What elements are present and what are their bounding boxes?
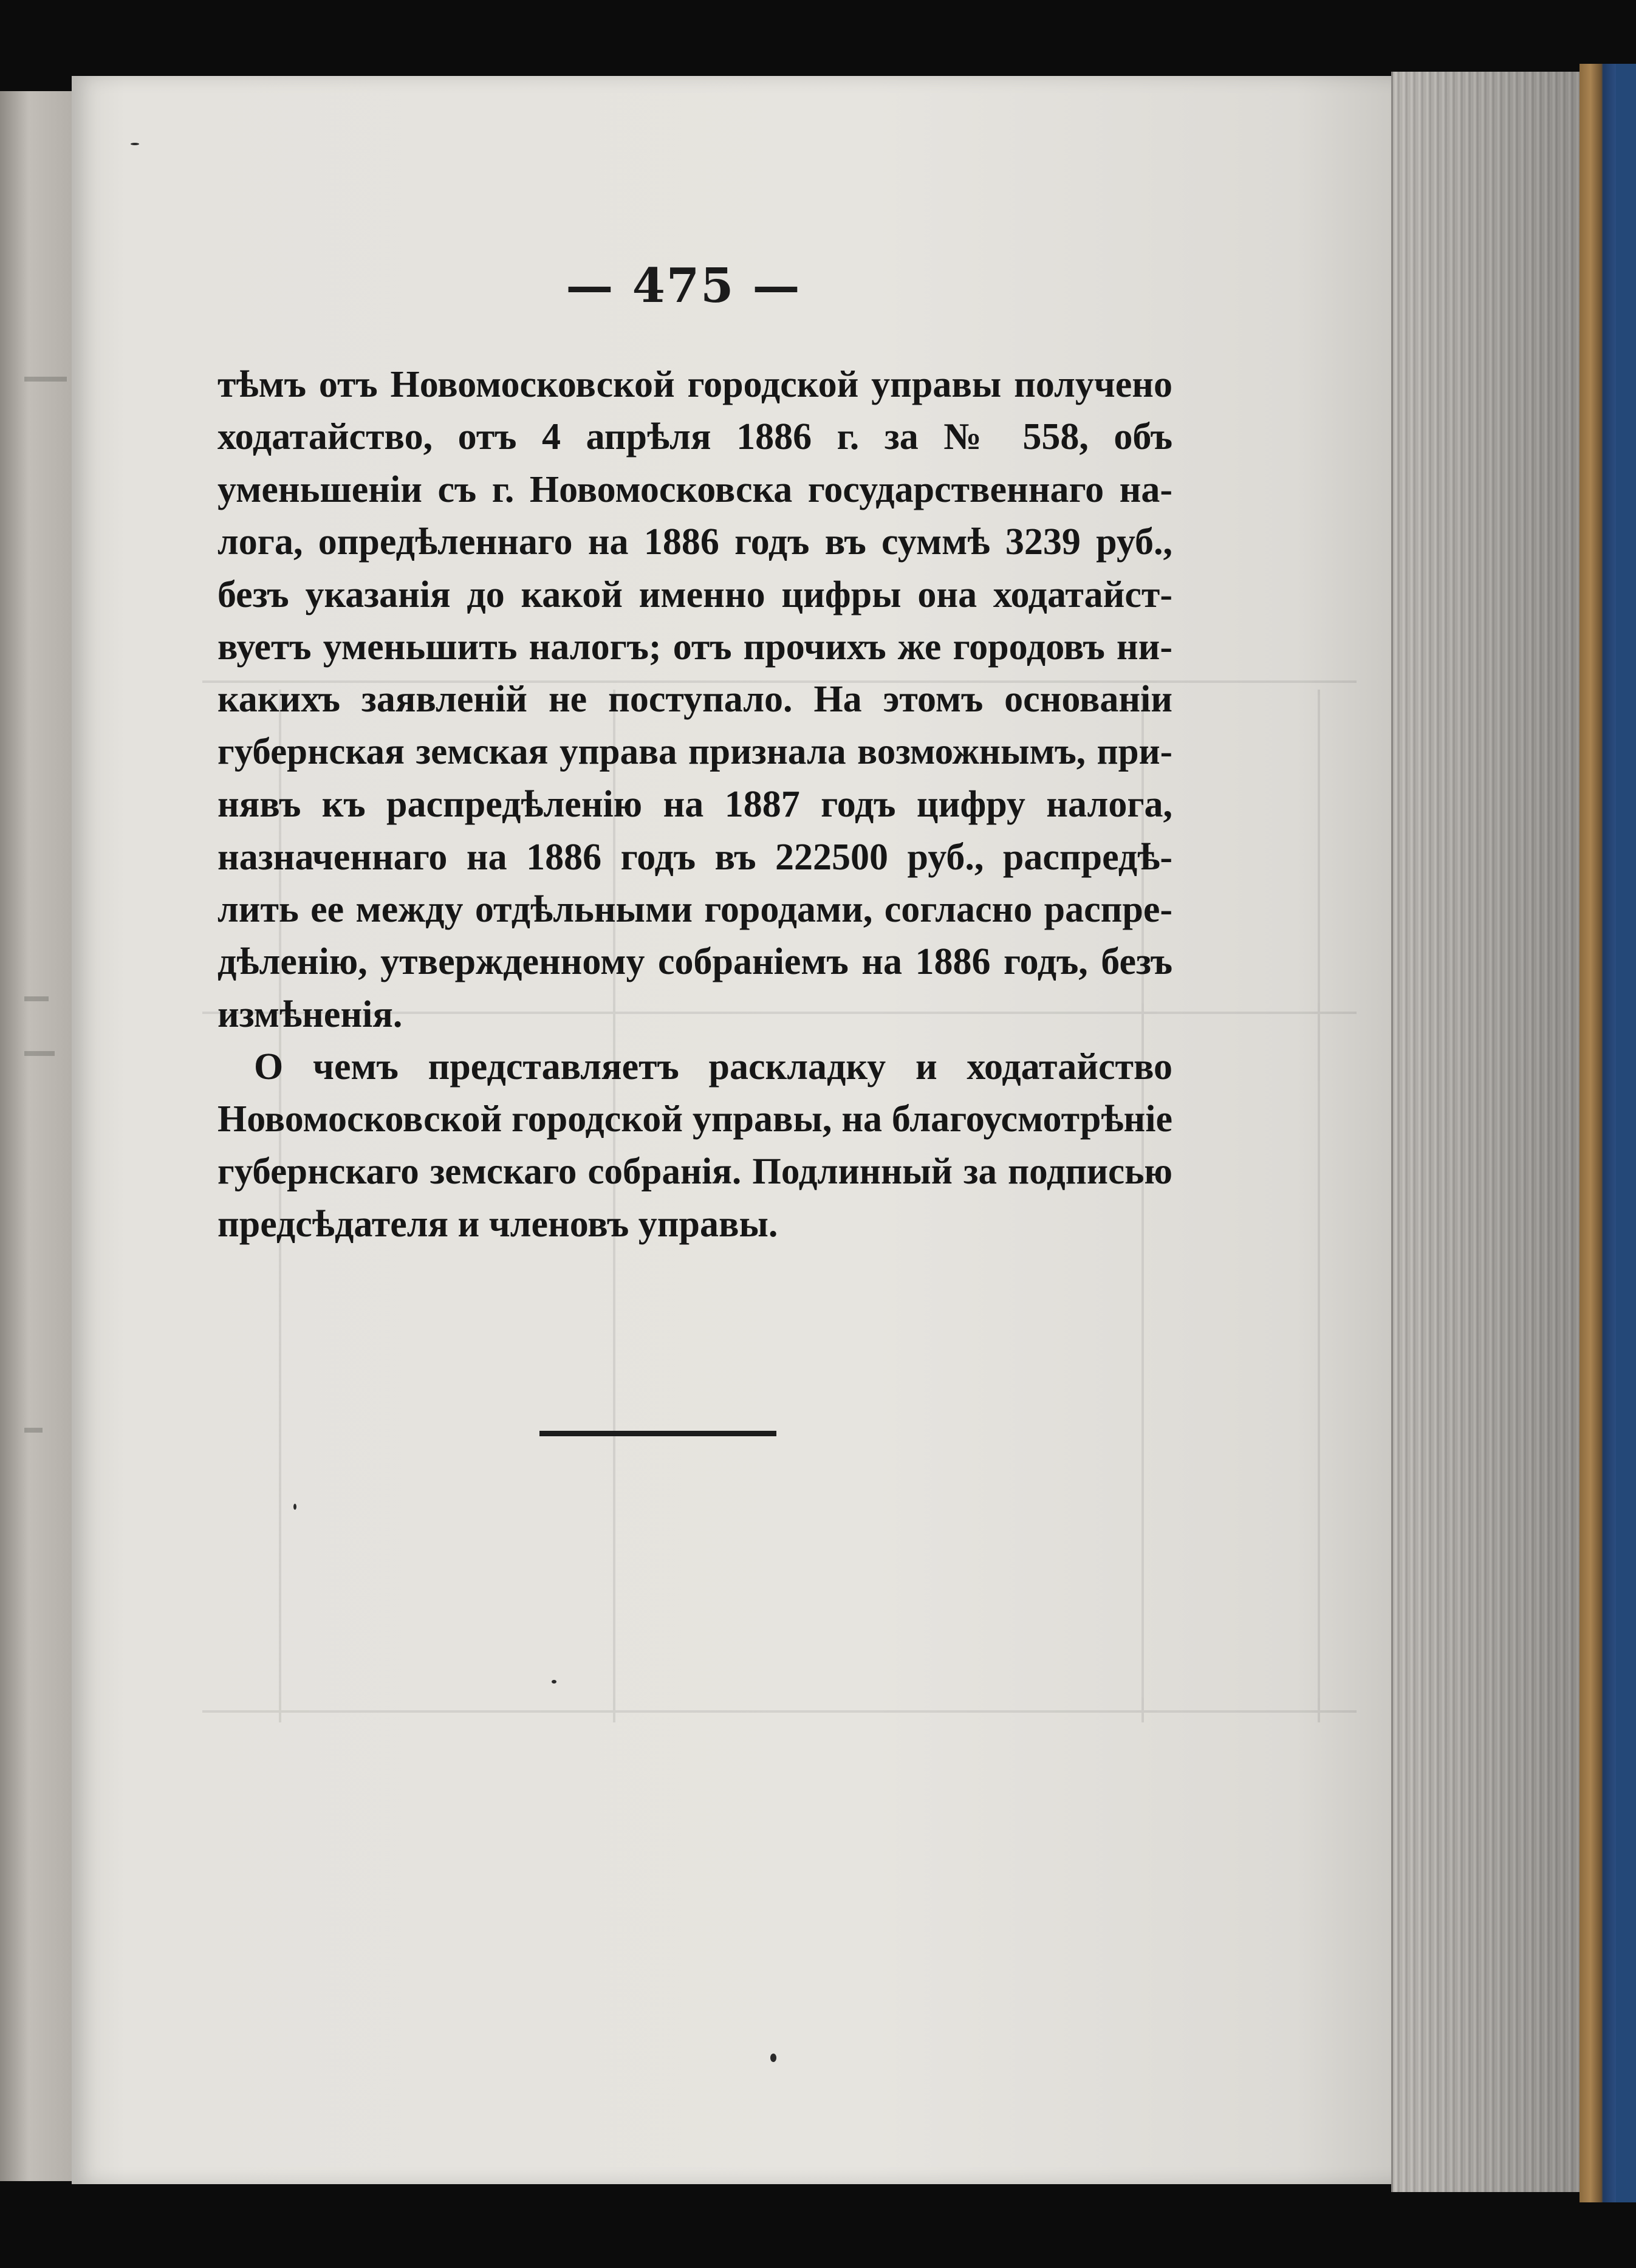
- text-line: уменьшеніи съ г. Новомосковска государственнаго на-: [217, 468, 1172, 510]
- page-stack-shade: [1393, 72, 1581, 2192]
- ink-speck: [293, 1504, 296, 1510]
- left-page-edge: [0, 91, 75, 2181]
- text-line: тѣмъ отъ Новомосковской городской управы получено: [217, 364, 1172, 405]
- ghost-text-mark: [24, 1428, 43, 1433]
- book-cover-cloth: [1616, 64, 1636, 2202]
- text-line: нявъ къ распредѣленію на 1887 годъ цифру налога,: [217, 784, 1172, 826]
- text-line: дѣленію, утвержденному собраніемъ на 1886 годъ, безъ: [217, 941, 1172, 983]
- text-line: безъ указанія до какой именно цифры она ходатайст-: [217, 574, 1172, 615]
- body-text: [217, 358, 1172, 1251]
- text-line: назначеннаго на 1886 годъ въ 222500 руб., распредѣ-: [217, 836, 1172, 878]
- ink-speck: [770, 2054, 776, 2062]
- text-line: предсѣдателя и членовъ управы.: [217, 1204, 778, 1245]
- ghost-text-mark: [24, 1051, 55, 1056]
- section-rule: [539, 1431, 776, 1436]
- text-line: лить ее между отдѣльными городами, согласно распре-: [217, 888, 1172, 930]
- text-line: Новомосковской городской управы, на благоусмотрѣніе: [217, 1098, 1172, 1140]
- text-line: измѣненія.: [217, 993, 403, 1035]
- text-line: О чемъ представляетъ раскладку и ходатайство: [254, 1046, 1172, 1088]
- ghost-text-mark: [24, 996, 49, 1001]
- text-line: вуетъ уменьшить налогъ; отъ прочихъ же городовъ ни-: [217, 626, 1172, 668]
- text-line: какихъ заявленій не поступало. На этомъ основаніи: [217, 679, 1172, 721]
- page-stack-edge: [1391, 72, 1581, 2192]
- page-number: — 475 —: [566, 258, 801, 313]
- text-line: лога, опредѣленнаго на 1886 годъ въ суммѣ 3239 руб.,: [217, 521, 1172, 563]
- bleed-column-line: [1318, 690, 1320, 1722]
- text-line: ходатайство, отъ 4 апрѣля 1886 г. за № 558, объ: [217, 416, 1172, 458]
- ink-speck: [131, 143, 139, 145]
- ink-speck: [552, 1680, 556, 1684]
- bleed-rule: [202, 1710, 1357, 1713]
- book-cover-edge: [1580, 64, 1616, 2202]
- text-line: губернская земская управа признала возможнымъ, при-: [217, 731, 1172, 772]
- text-line: губернскаго земскаго собранія. Подлинный за подписью: [217, 1151, 1172, 1192]
- ghost-text-mark: [24, 377, 67, 382]
